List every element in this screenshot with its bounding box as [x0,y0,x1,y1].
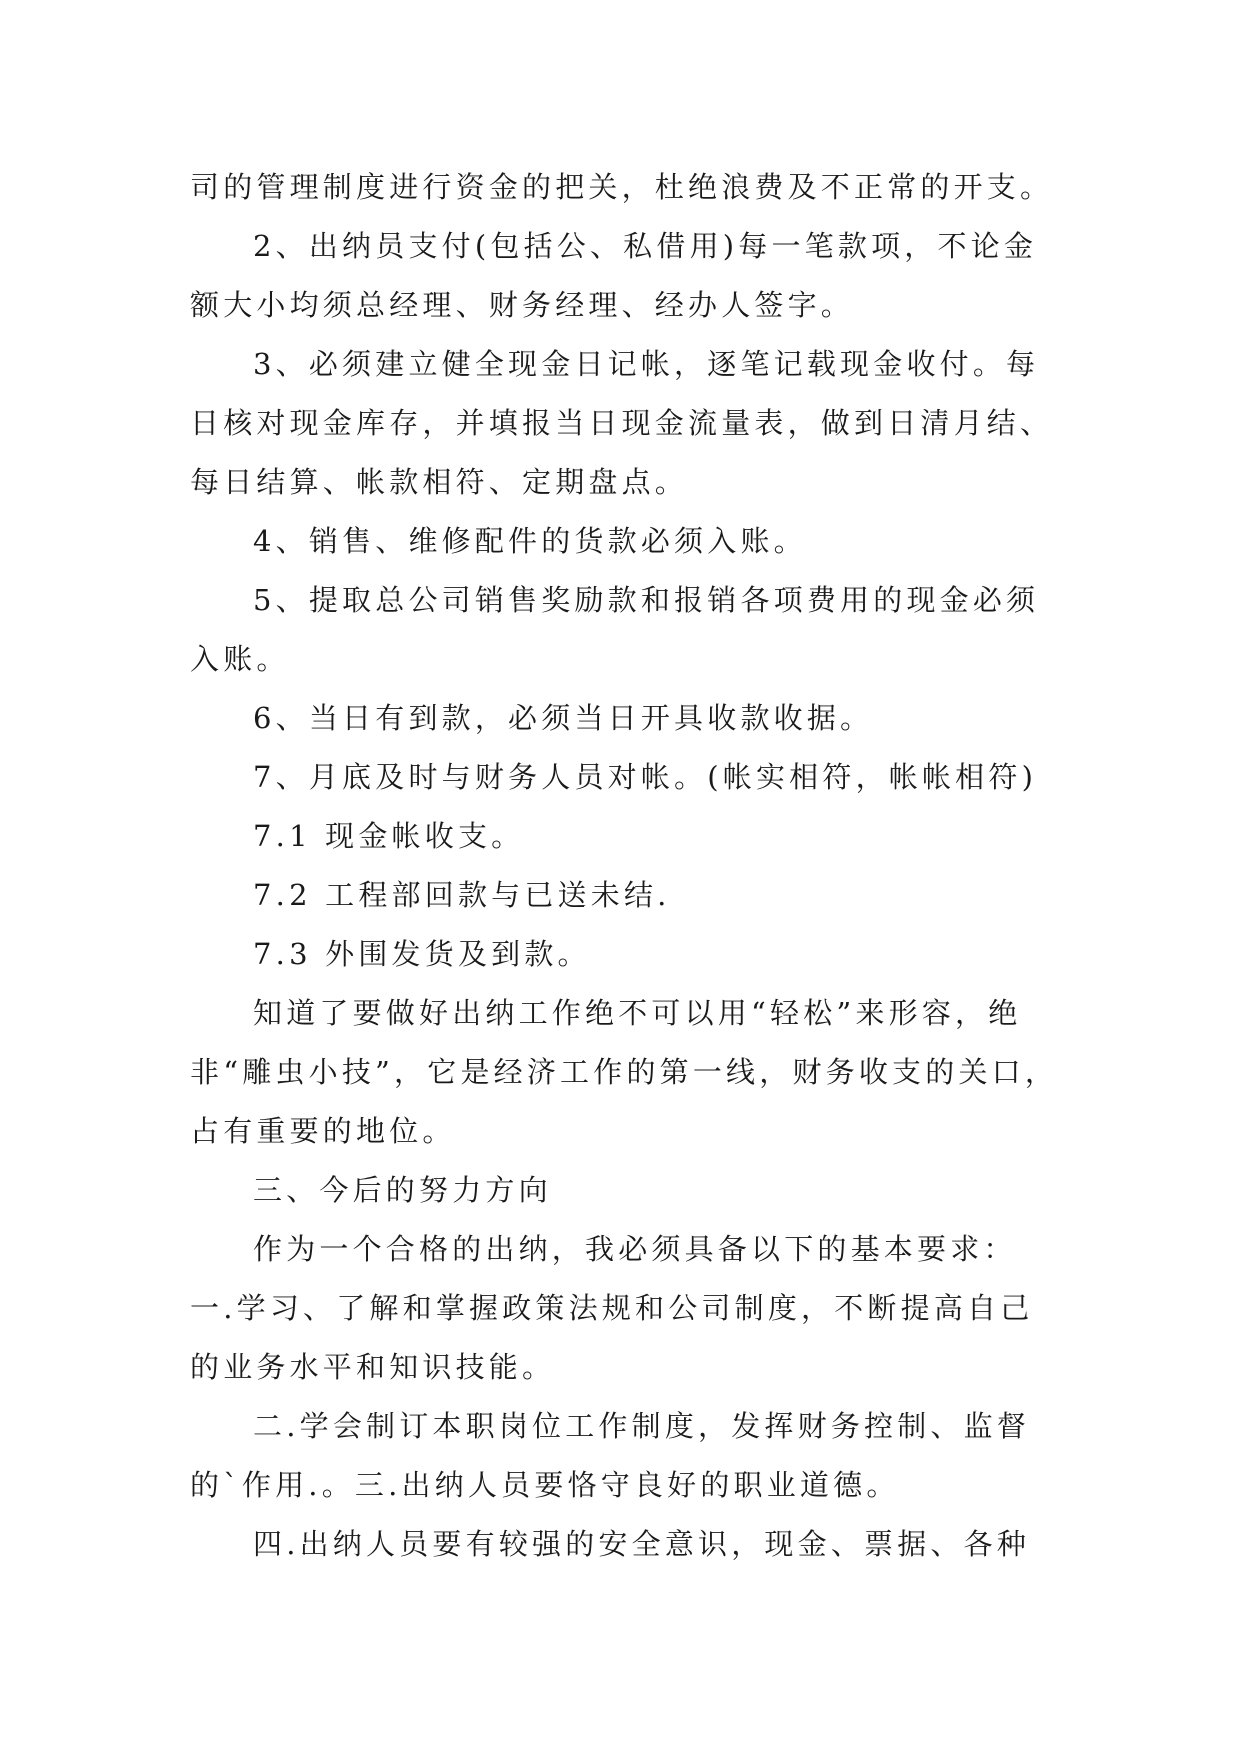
text-line: 日核对现金库存，并填报当日现金流量表，做到日清月结、 [190,406,1054,440]
text-line: 的`作用.。三.出纳人员要恪守良好的职业道德。 [190,1468,900,1502]
text-line: 5、提取总公司销售奖励款和报销各项费用的现金必须 [253,583,1040,617]
text-line: 6、当日有到款，必须当日开具收款收据。 [253,701,874,735]
text-line: 入账。 [190,642,290,676]
text-line: 四.出纳人员要有较强的安全意识，现金、票据、各种 [253,1527,1031,1561]
text-line: 二.学会制订本职岗位工作制度，发挥财务控制、监督 [253,1409,1031,1443]
text-line: 知道了要做好出纳工作绝不可以用“轻松”来形容，绝 [253,996,1022,1030]
text-line: 非“雕虫小技”，它是经济工作的第一线，财务收支的关口， [190,1055,1059,1089]
text-line: 占有重要的地位。 [190,1114,456,1148]
text-line: 7.1 现金帐收支。 [253,819,525,853]
text-line: 7.3 外围发货及到款。 [253,937,591,971]
text-line: 作为一个合格的出纳，我必须具备以下的基本要求： [253,1232,1017,1266]
text-line: 7.2 工程部回款与已送未结. [253,878,671,912]
document-body [190,158,1070,1574]
text-line: 4、销售、维修配件的货款必须入账。 [253,524,807,558]
text-line: 一.学习、了解和掌握政策法规和公司制度，不断提高自己 [190,1291,1034,1325]
text-line: 额大小均须总经理、财务经理、经办人签字。 [190,288,855,322]
text-line: 司的管理制度进行资金的把关，杜绝浪费及不正常的开支。 [190,170,1054,204]
text-line: 7、月底及时与财务人员对帐。(帐实相符，帐帐相符) [253,760,1038,794]
text-line: 3、必须建立健全现金日记帐，逐笔记载现金收付。每 [253,347,1040,381]
text-line: 的业务水平和知识技能。 [190,1350,556,1384]
text-line: 每日结算、帐款相符、定期盘点。 [190,465,689,499]
section-heading: 三、今后的努力方向 [253,1173,552,1207]
text-line: 2、出纳员支付(包括公、私借用)每一笔款项，不论金 [253,229,1038,263]
